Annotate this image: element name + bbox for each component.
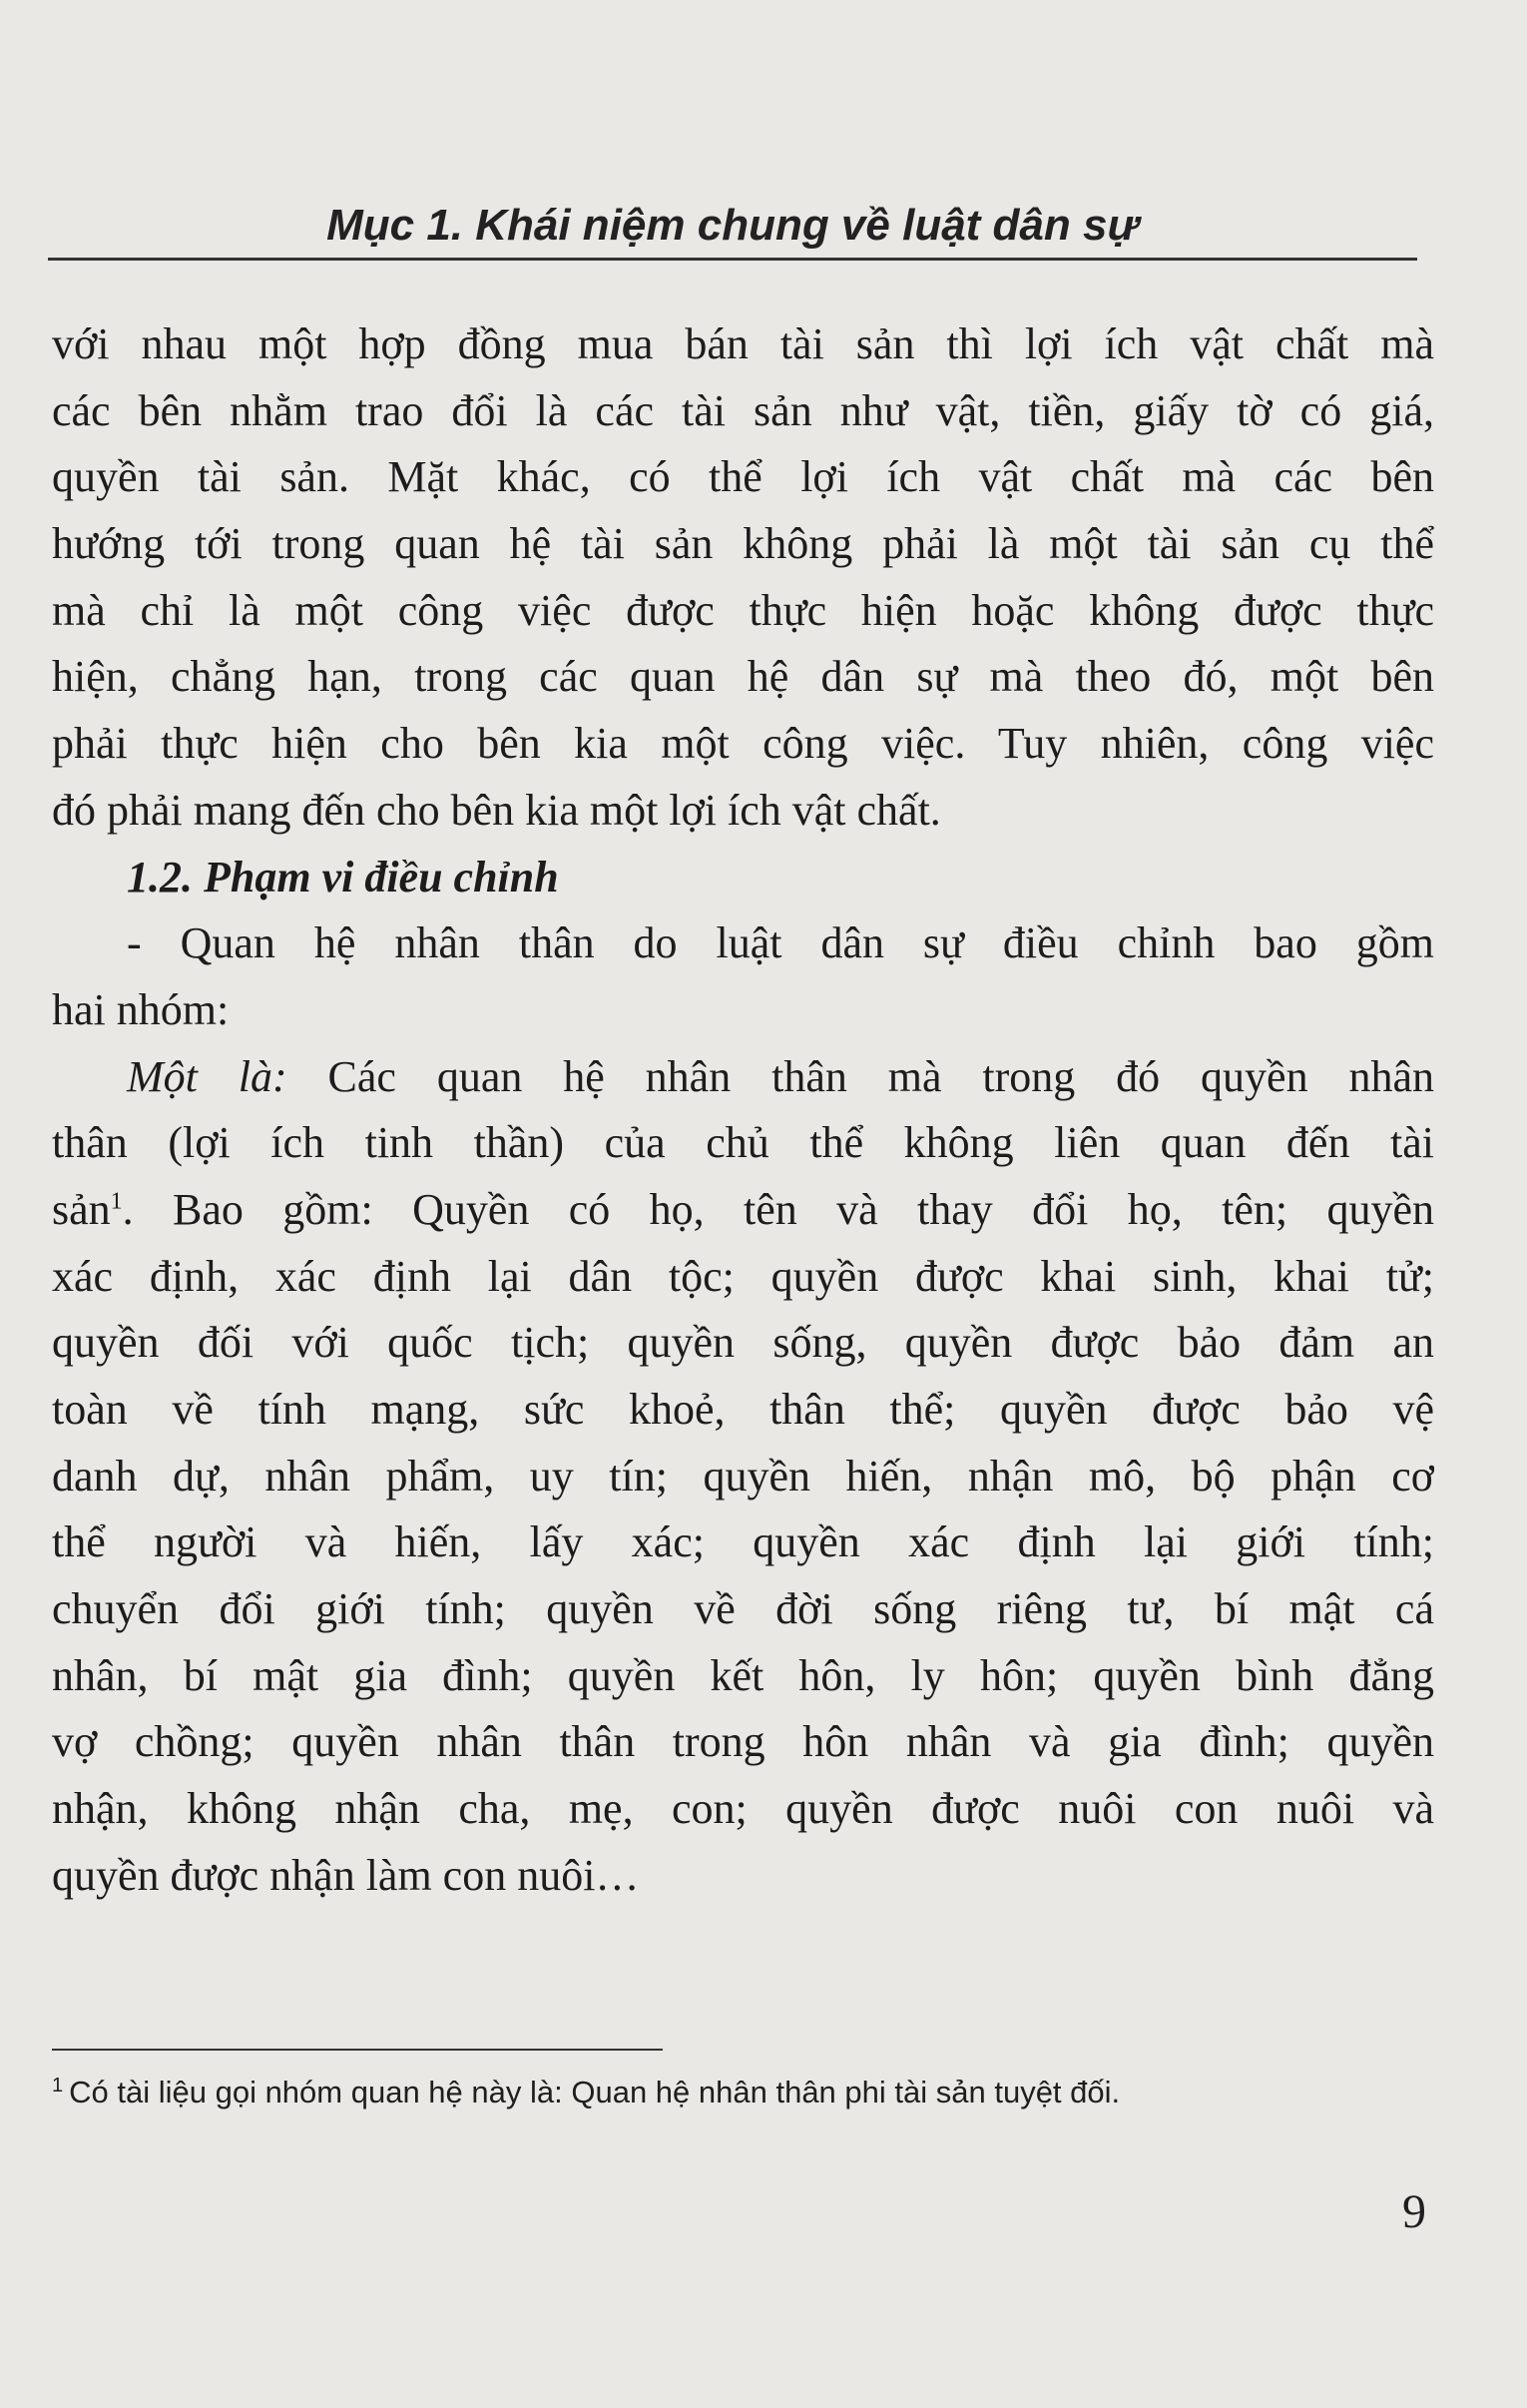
- text-line: nhân, bí mật gia đình; quyền kết hôn, ly hôn; quyền bình đẳng: [52, 1650, 1434, 1700]
- text-line: xác định, xác định lại dân tộc; quyền được khai sinh, khai tử;: [52, 1251, 1434, 1301]
- text-line: thân (lợi ích tinh thần) của chủ thể không liên quan đến tài: [52, 1118, 1434, 1168]
- footnote-text: Có tài liệu gọi nhóm quan hệ này là: Quan hệ nhân thân phi tài sản tuyệt đối.: [69, 2075, 1121, 2109]
- running-header-title: Mục 1. Khái niệm chung về luật dân sự: [326, 201, 1139, 250]
- header-rule: [48, 258, 1417, 261]
- text-fragment: sản: [52, 1184, 111, 1234]
- text-fragment: Các quan hệ nhân thân mà trong đó quyền nhân: [286, 1051, 1434, 1101]
- text-line: mà chỉ là một công việc được thực hiện hoặc không được thực: [52, 585, 1434, 635]
- text-line: đó phải mang đến cho bên kia một lợi ích vật chất.: [52, 785, 941, 835]
- text-line: [52, 1177, 1434, 1244]
- footnote-reference[interactable]: 1: [110, 1188, 123, 1215]
- text-line: [52, 1044, 1434, 1111]
- text-line: chuyển đổi giới tính; quyền về đời sống riêng tư, bí mật cá: [52, 1584, 1434, 1634]
- text-line: toàn về tính mạng, sức khoẻ, thân thể; quyền được bảo vệ: [52, 1385, 1434, 1434]
- running-header: [48, 196, 1417, 256]
- text-line: các bên nhằm trao đổi là các tài sản như vật, tiền, giấy tờ có giá,: [52, 385, 1434, 435]
- text-line: - Quan hệ nhân thân do luật dân sự điều chỉnh bao gồm: [127, 918, 1434, 968]
- text-line: quyền đối với quốc tịch; quyền sống, quyền được bảo đảm an: [52, 1318, 1434, 1368]
- footnote-rule: [52, 2049, 663, 2051]
- footnote-marker: 1: [52, 2074, 64, 2097]
- text-line: hai nhóm:: [52, 984, 230, 1034]
- text-line: vợ chồng; quyền nhân thân trong hôn nhân và gia đình; quyền: [52, 1717, 1434, 1767]
- section-heading: 1.2. Phạm vi điều chỉnh: [127, 852, 559, 902]
- text-line: danh dự, nhân phẩm, uy tín; quyền hiến, nhận mô, bộ phận cơ: [52, 1451, 1434, 1501]
- text-line: quyền tài sản. Mặt khác, có thể lợi ích vật chất mà các bên: [52, 452, 1434, 502]
- italic-lead: Một là:: [127, 1051, 287, 1101]
- text-line: với nhau một hợp đồng mua bán tài sản thì lợi ích vật chất mà: [52, 319, 1434, 368]
- footnote: [52, 2071, 1429, 2114]
- text-line: thể người và hiến, lấy xác; quyền xác định lại giới tính;: [52, 1517, 1434, 1567]
- text-line: phải thực hiện cho bên kia một công việc. Tuy nhiên, công việc: [52, 719, 1434, 769]
- text-line: hướng tới trong quan hệ tài sản không phải là một tài sản cụ thể: [52, 519, 1434, 569]
- body-text: [52, 311, 1434, 1910]
- text-fragment: . Bao gồm: Quyền có họ, tên và thay đổi họ, tên; quyền: [122, 1184, 1434, 1234]
- page-number: 9: [1402, 2185, 1426, 2238]
- text-line: nhận, không nhận cha, mẹ, con; quyền được nuôi con nuôi và: [52, 1784, 1434, 1834]
- text-line: quyền được nhận làm con nuôi…: [52, 1850, 640, 1900]
- text-line: hiện, chẳng hạn, trong các quan hệ dân sự mà theo đó, một bên: [52, 652, 1434, 702]
